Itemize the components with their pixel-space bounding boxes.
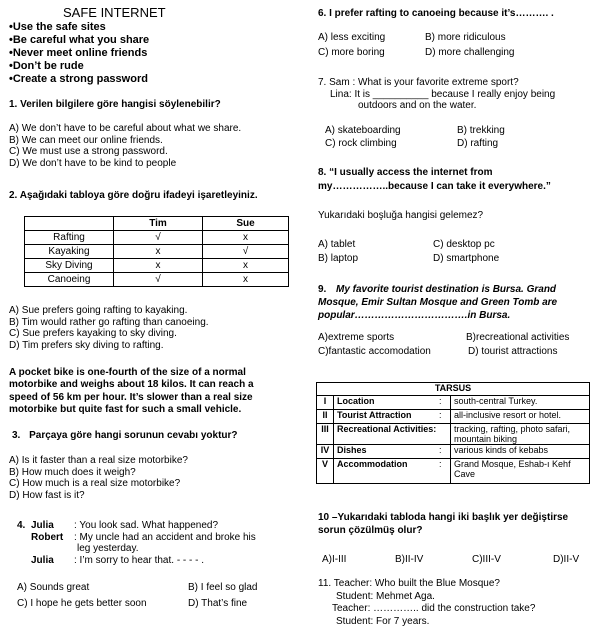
- option-b[interactable]: B) Tim would rather go rafting than canoeing.: [9, 316, 209, 328]
- option-b[interactable]: B)recreational activities: [466, 332, 570, 343]
- table-row: [317, 396, 590, 410]
- option-d[interactable]: D) We don’t have to be kind to people: [9, 157, 177, 169]
- preferences-table: [24, 216, 289, 287]
- option-a[interactable]: A) Is it faster than a real size motorbike?: [9, 455, 188, 466]
- option-d[interactable]: D) tourist attractions: [468, 346, 558, 357]
- option-c[interactable]: C) more boring: [318, 47, 385, 58]
- tip-item: •Don’t be rude: [9, 60, 84, 72]
- row-colon: :: [436, 459, 451, 484]
- question-4-number: 4.: [17, 520, 26, 531]
- row-value: various kinds of kebabs: [451, 445, 590, 459]
- table-cell: √: [114, 231, 203, 245]
- row-value: south-central Turkey.: [451, 396, 590, 410]
- option-c[interactable]: C)fantastic accomodation: [318, 346, 431, 357]
- passage-line: speed of 56 km per hour. It’s slower than a real size: [9, 391, 253, 403]
- row-number: V: [317, 459, 334, 484]
- question-11: [318, 578, 535, 628]
- option-a[interactable]: A)I-III: [322, 554, 347, 565]
- option-d[interactable]: D) smartphone: [433, 253, 500, 264]
- question-2-stem: 2. Aşağıdaki tabloya göre doğru ifadeyi işaretleyiniz.: [9, 190, 258, 201]
- table-cell: x: [203, 231, 289, 245]
- tarsus-table: [316, 382, 590, 484]
- table-cell: √: [114, 273, 203, 287]
- question-7-stem: 7. Sam : What is your favorite extreme sport?: [318, 77, 519, 88]
- tip-item: •Be careful what you share: [9, 34, 150, 46]
- question-1-options: [9, 123, 241, 169]
- row-number: II: [317, 410, 334, 424]
- table-cell: √: [203, 245, 289, 259]
- option-c[interactable]: C)III-V: [472, 554, 501, 565]
- dialogue-line: [31, 520, 256, 532]
- dialogue-text: : My uncle had an accident and broke his: [74, 531, 256, 543]
- option-c[interactable]: C) How much is a real size motorbike?: [9, 478, 181, 489]
- passage-line: motorbike but quite fast for such a small vehicle.: [9, 403, 242, 415]
- passage-line: A pocket bike is one-fourth of the size of a normal: [9, 367, 246, 378]
- table-cell: Canoeing: [25, 273, 114, 287]
- table-header-cell: Sue: [203, 217, 289, 231]
- option-a[interactable]: A) We don’t have to be careful about what we share.: [9, 123, 242, 134]
- question-3-stem: [12, 430, 238, 442]
- question-9-stem: popular…………………………….in Bursa.: [318, 310, 511, 321]
- question-text: Parçaya göre hangi sorunun cevabı yoktur?: [29, 430, 238, 441]
- option-b[interactable]: B) We can meet our online friends.: [9, 134, 163, 146]
- table-row: [25, 245, 289, 259]
- tip-item: •Never meet online friends: [9, 47, 148, 59]
- question-3-options: [9, 455, 188, 501]
- dialogue-text: : You look sad. What happened?: [74, 520, 219, 531]
- table-cell: Rafting: [25, 231, 114, 245]
- row-value: all-inclusive resort or hotel.: [451, 410, 590, 424]
- dialogue-line: [31, 555, 256, 567]
- tip-item: •Create a strong password: [9, 73, 148, 85]
- option-a[interactable]: A) less exciting: [318, 32, 386, 43]
- table-cell: x: [114, 259, 203, 273]
- option-a[interactable]: A) Sounds great: [17, 582, 90, 593]
- question-10-stem: 10 –Yukarıdaki tabloda hangi iki başlık yer değiştirse: [318, 512, 569, 523]
- speaker-name: Julia: [31, 554, 54, 566]
- row-label: Dishes: [334, 445, 437, 459]
- table-row: [317, 410, 590, 424]
- row-colon: :: [436, 445, 451, 459]
- table-row: [317, 445, 590, 459]
- tip-item: •Use the safe sites: [9, 21, 106, 33]
- option-d[interactable]: D) Tim prefers sky diving to rafting.: [9, 339, 164, 351]
- option-c[interactable]: C) Sue prefers kayaking to sky diving.: [9, 328, 177, 339]
- option-d[interactable]: D) rafting: [457, 138, 499, 149]
- dialogue-line: 11. Teacher: Who built the Blue Mosque?: [318, 578, 500, 589]
- row-label: Location: [334, 396, 437, 410]
- option-d[interactable]: D)II-V: [553, 554, 580, 565]
- option-a[interactable]: A) Sue prefers going rafting to kayaking.: [9, 305, 188, 316]
- table-header-row: [25, 217, 289, 231]
- worksheet-title: SAFE INTERNET: [63, 5, 166, 20]
- option-c[interactable]: C) We must use a strong password.: [9, 146, 168, 157]
- dialogue-text: : I’m sorry to hear that. - - - - .: [74, 554, 205, 566]
- table-cell: x: [114, 245, 203, 259]
- row-value: Grand Mosque, Eshab-ı Kehf Cave: [451, 459, 590, 484]
- option-c[interactable]: C) desktop pc: [433, 239, 495, 250]
- option-a[interactable]: A) tablet: [318, 239, 356, 250]
- dialogue-line: Student: Mehmet Aga.: [336, 590, 435, 602]
- row-number: III: [317, 424, 334, 445]
- table-row: [317, 459, 590, 484]
- table-cell: x: [203, 259, 289, 273]
- tarsus-header-row: [317, 383, 590, 396]
- passage-line: motorbike and weighs about 18 kilos. It can reach a: [9, 379, 254, 391]
- question-8-stem: my……………..because I can take it everywhere.”: [318, 181, 551, 192]
- option-c[interactable]: C) rock climbing: [325, 138, 397, 149]
- row-label: Tourist Attraction: [334, 410, 437, 424]
- option-c[interactable]: C) I hope he gets better soon: [17, 598, 147, 609]
- speaker-name: Julia: [31, 520, 54, 531]
- question-7-lina-line: Lina: It is __________ because I really enjoy being: [330, 89, 556, 100]
- option-b[interactable]: B) laptop: [318, 253, 359, 264]
- row-colon: :: [436, 410, 451, 424]
- table-row: [25, 273, 289, 287]
- question-6-stem: 6. I prefer rafting to canoeing because it’s………. .: [318, 8, 554, 19]
- table-header-cell: Tim: [114, 217, 203, 231]
- question-8-stem: 8. “I usually access the internet from: [318, 167, 493, 178]
- option-b[interactable]: B) trekking: [457, 125, 505, 136]
- option-d[interactable]: D) How fast is it?: [9, 489, 85, 501]
- dialogue-line: [31, 543, 256, 555]
- question-1-stem: 1. Verilen bilgilere göre hangisi söylenebilir?: [9, 99, 221, 110]
- question-4-dialogue: [31, 520, 256, 566]
- tips-list: [9, 21, 149, 86]
- question-2-options: [9, 305, 209, 351]
- table-row: [317, 424, 590, 445]
- option-b[interactable]: B) I feel so glad: [188, 582, 258, 593]
- question-9-number: 9.: [318, 284, 327, 295]
- dialogue-line: Student: For 7 years.: [336, 615, 430, 627]
- option-b[interactable]: B) How much does it weigh?: [9, 466, 136, 478]
- row-number: I: [317, 396, 334, 410]
- dialogue-line: Teacher: ………….. did the construction take?: [332, 603, 536, 614]
- question-10-stem: sorun çözülmüş olur?: [318, 525, 423, 536]
- question-7-lina-line: outdoors and on the water.: [358, 100, 477, 111]
- dialogue-line: [31, 532, 256, 544]
- question-9-stem: My favorite tourist destination is Bursa. Grand: [336, 284, 557, 295]
- option-b[interactable]: B)II-IV: [395, 554, 424, 565]
- table-row: [25, 259, 289, 273]
- table-cell: Kayaking: [25, 245, 114, 259]
- table-header-cell: [25, 217, 114, 231]
- dialogue-text: leg yesterday.: [77, 543, 139, 554]
- row-value: tracking, rafting, photo safari, mountain biking: [451, 424, 590, 445]
- option-d[interactable]: D) That’s fine: [188, 598, 248, 609]
- speaker-name: Robert: [31, 531, 64, 543]
- table-row: [25, 231, 289, 245]
- row-number: IV: [317, 445, 334, 459]
- option-a[interactable]: A) skateboarding: [325, 125, 401, 136]
- question-9-stem: Mosque, Emir Sultan Mosque and Green Tomb are: [318, 297, 558, 308]
- question-number: 3.: [12, 430, 21, 441]
- option-b[interactable]: B) more ridiculous: [425, 32, 506, 43]
- row-label: Recreational Activities:: [334, 424, 451, 445]
- row-label: Accommodation: [334, 459, 437, 484]
- table-cell: x: [203, 273, 289, 287]
- option-d[interactable]: D) more challenging: [425, 47, 515, 58]
- tarsus-title: TARSUS: [317, 383, 590, 396]
- table-cell: Sky Diving: [25, 259, 114, 273]
- option-a[interactable]: A)extreme sports: [318, 332, 395, 343]
- question-8-prompt: Yukarıdaki boşluğa hangisi gelemez?: [318, 210, 484, 221]
- row-colon: :: [436, 396, 451, 410]
- pocket-bike-passage: [9, 367, 254, 416]
